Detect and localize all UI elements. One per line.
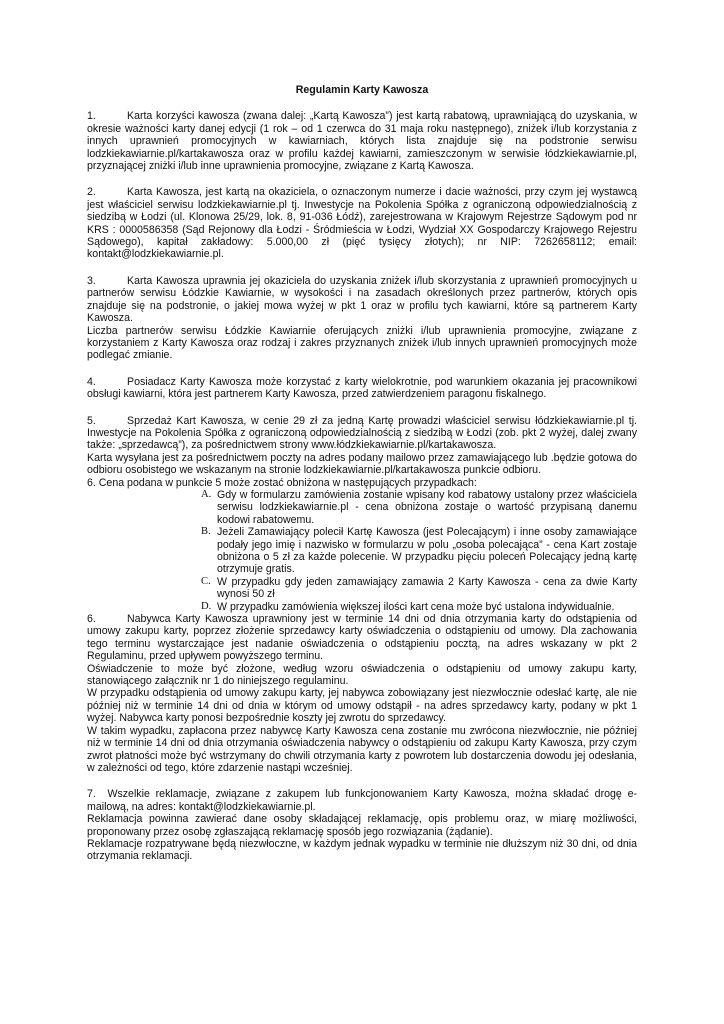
section-paragraph: Reklamacja powinna zawierać dane osoby składającej reklamację, opis problemu oraz, w miarę możliwości, proponowany przez osobę zgłaszającą reklamację sposób jego rozwiązania (żądanie). (87, 813, 637, 838)
section-number: 4. (87, 375, 96, 388)
price-case-item (201, 576, 637, 601)
list-marker: A. (201, 488, 212, 500)
section-number: 5. (87, 414, 96, 427)
section-number: 2. (87, 186, 96, 199)
section-text: Nabywca Karty Kawosza uprawniony jest w terminie 14 dni od dnia otrzymania karty do odstąpienia od umowy zakupu karty, poprzez złożenie sprzedawcy karty oświadczenia o odstąpieniu od umowy. Dla zachowania tego terminu wystarczające jest nadanie oświadczenia o odstąpieniu pocztą, na adres wskazany w pkt 2 Regulaminu, przed upływem powyższego terminu. (87, 613, 637, 663)
section-paragraph: Reklamacje rozpatrywane będą niezwłoczne, w każdym jednak wypadku w terminie nie dłuższym niż 30 dni, od dnia otrzymania reklamacji. (87, 837, 637, 863)
section-paragraph (87, 788, 637, 813)
section-paragraph: Oświadczenie to może być złożone, według wzoru oświadczenia o odstąpieniu od umowy zakupu karty, stanowiącego załącznik nr 1 do niniejszego regulaminu. (87, 662, 637, 688)
section-text: Karta Kawosza, jest kartą na okaziciela, o oznaczonym numerze i dacie ważności, przy czym jej wystawcą jest właściciel serwisu lodzkiekawiarnie.pl tj. Inwestycje na Pokolenia Spółka z ograniczoną odpowiedzialnością z siedzibą w Łodzi (ul. Klonowa 25/29, lok. 8, 91-036 Łódź), zarejestrowana w Krajowym Rejestrze Sądowym pod nr KRS : 0000586358 (Sąd Rejonowy dla Łodzi - Śródmieścia w Łodzi, Wydział XX Gospodarczy Krajowego Rejestru Sądowego), kapitał zakładowy: 5.000,00 zł (pięć tysięcy złotych); nr NIP: 7262658112; email: kontakt@lodzkiekawiarnie.pl. (87, 186, 637, 261)
price-case-item (201, 526, 637, 576)
section-text: Posiadacz Karty Kawosza może korzystać z karty wielokrotnie, pod warunkiem okazania jej pracownikowi obsługi kawiarni, która jest partnerem Karty Kawosza, przed zatwierdzeniem paragonu fiskalnego. (87, 375, 637, 401)
section-3 (87, 275, 637, 362)
section-text: Karta Kawosza uprawnia jej okaziciela do uzyskania zniżek i/lub skorzystania z uprawnień promocyjnych u partnerów serwisu Łódzkie Kawiarnie, w wysokości i na zasadach określonych przez partnerów, których opis znajduje się na podstronie, o jakiej mowa wyżej w pkt 1 oraz w profilu tych kawiarni, które są partnerem Karty Kawosza. (87, 274, 637, 325)
section-number: 6. (87, 613, 96, 626)
section-paragraph (87, 275, 637, 325)
section-paragraph: W takim wypadku, zapłacona przez nabywcę Karty Kawosza cena zostanie mu zwrócona niezwłocznie, nie później niż w terminie 14 dni od dnia otrzymania oświadczenia nabywcy o odstąpieniu od zakupu Karty Kawosza, przy czym zwrot płatności może być wstrzymany do chwili otrzymania karty z powrotem lub dostarczenia dowodu jej odesłania, w zależności od tego, które zdarzenie nastąpi wcześniej. (87, 724, 637, 774)
section-text: Wszelkie reklamacje, związane z zakupem lub funkcjonowaniem Karty Kawosza, można składać drogę e-mailową, na adres: kontakt@lodzkiekawiarnie.pl. (87, 788, 638, 813)
list-item-text: W przypadku zamówienia większej ilości kart cena może być ustalona indywidualnie. (217, 600, 615, 613)
section-number: 7. (87, 788, 96, 801)
list-item-text: Jeżeli Zamawiający polecił Kartę Kawosza (jest Polecającym) i inne osoby zamawiające podały jego imię i nazwisko w formularzu w polu „osoba polecająca” - cena Kart zostaje obniżona o 5 zł za każde polecenie. W przypadku pięciu poleceń Polecający jedną kartę otrzymuje gratis. (217, 526, 637, 576)
section-paragraph (87, 415, 637, 452)
section-number: 1. (87, 110, 96, 123)
section-paragraph (87, 376, 637, 401)
price-case-item (201, 489, 637, 526)
section-paragraph: W przypadku odstąpienia od umowy zakupu karty, jej nabywca zobowiązany jest niezwłocznie odesłać kartę, ale nie później niż w terminie 14 dni od dnia w którym od umowy odstąpił - na adres sprzedawcy karty, podany w pkt 1 wyżej. Nabywca karty ponosi bezpośrednie koszty jej zwrotu do sprzedawcy. (87, 687, 637, 725)
section-text: Sprzedaż Kart Kawosza, w cenie 29 zł za jedną Kartę prowadzi właściciel serwisu łódzkiekawiarnie.pl tj. Inwestycje na Pokolenia Spółka z ograniczoną odpowiedzialnością z siedzibą w Łodzi (zob. pkt 2 wyżej, dalej zwany także: „sprzedawcą”), za pośrednictwem strony www.łódzkiekawiarnie.pl/kartakawosza. (87, 414, 637, 452)
list-item-text: W przypadku gdy jeden zamawiający zamawia 2 Karty Kawosza - cena za dwie Karty wynosi 50 zł (217, 575, 637, 601)
section-paragraph (87, 186, 637, 260)
section-paragraph (87, 613, 637, 663)
list-marker: D. (201, 600, 212, 612)
section-7 (87, 788, 637, 862)
section-paragraph: Liczba partnerów serwisu Łódzkie Kawiarnie oferujących zniżki i/lub uprawnienia promocyjne, związane z korzystaniem z Karty Kawosza oraz rodzaj i zakres przyznanych zniżek i/lub innych uprawnień promocyjnych może podlegać zmianie. (87, 324, 637, 362)
section-text: Karta korzyści kawosza (zwana dalej: „Kartą Kawosza”) jest kartą rabatową, uprawniającą do uzyskania, w okresie ważności karty danej edycji (1 rok – od 1 czerwca do 31 maja roku następnego), zniżek i/lub korzystania z innych uprawnień promocyjnych w kawiarniach, których lista znajduje się na podstronie serwisu lodzkiekawiarnie.pl/kartakawosza oraz w profilu każdej kawiarni, zamieszczonym w serwisie łódzkiekawiarnie.pl, przyznającej zniżki i/lub inne uprawnienia promocyjne, związane z Kartą Kawosza. (87, 110, 637, 173)
section-4 (87, 376, 637, 401)
list-item-text: Gdy w formularzu zamówienia zostanie wpisany kod rabatowy ustalony przez właściciela serwisu lodzkiekawiarnie.pl - cena obniżona zostaje o wartość przypisaną danemu kodowi rabatowemu. (217, 488, 637, 526)
section-paragraph: 6. Cena podana w punkcie 5 może zostać obniżona w następujących przypadkach: (87, 476, 477, 489)
section-number: 3. (87, 274, 96, 287)
list-marker: B. (201, 526, 211, 538)
document-title: Regulamin Karty Kawosza (295, 84, 429, 96)
section-paragraph: Karta wysyłana jest za pośrednictwem poczty na adres podany mailowo przez zamawiającego lub .będzie gotowa do odbioru osobistego we wskazanym na stronie lodzkiekawiarnie.pl/kartakawosza punkcie odbioru. (87, 451, 637, 477)
section-2 (87, 186, 637, 260)
section-paragraph (87, 110, 637, 172)
price-cases-list (87, 489, 637, 613)
list-marker: C. (201, 575, 211, 587)
section-5 (87, 415, 637, 489)
section-6 (87, 613, 637, 774)
section-1 (87, 110, 637, 172)
price-case-item (201, 601, 637, 613)
